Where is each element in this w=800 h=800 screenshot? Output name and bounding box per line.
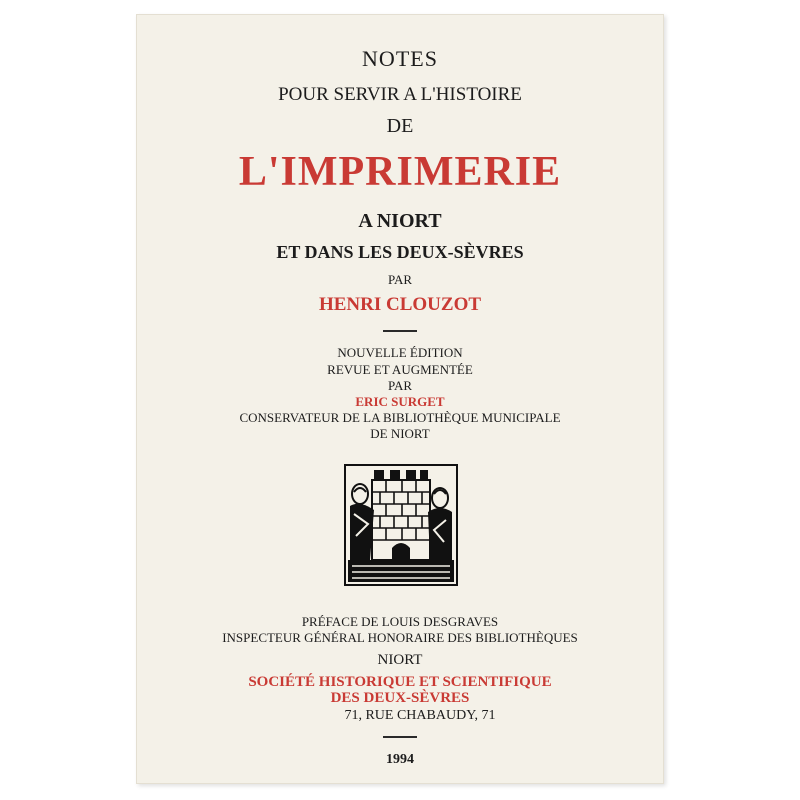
divider-rule [383,330,417,332]
publisher-city: NIORT [377,652,423,668]
publisher-address: 71, RUE CHABAUDY, 71 [344,708,496,723]
publication-year: 1994 [386,752,414,767]
editor-name: ERIC SURGET [355,394,445,409]
book-cover [136,14,664,784]
edition-line1: NOUVELLE ÉDITION [337,345,463,360]
author-name: HENRI CLOUZOT [318,294,482,315]
subtitle-niort: A NIORT [358,210,442,232]
heading-pour-servir: POUR SERVIR A L'HISTOIRE [278,84,522,105]
subtitle-deux-sevres: ET DANS LES DEUX-SÈVRES [276,242,524,262]
preface-line2: INSPECTEUR GÉNÉRAL HONORAIRE DES BIBLIOTHÈQUES [222,630,578,645]
book-title: L'IMPRIMERIE [238,149,562,195]
edition-by-label: PAR [387,378,413,393]
editor-role-line1: CONSERVATEUR DE LA BIBLIOTHÈQUE MUNICIPALE [239,410,561,425]
publisher-name-line2: DES DEUX-SÈVRES [330,690,470,706]
heading-de: DE [386,115,414,137]
editor-role-line2: DE NIORT [370,426,430,441]
heading-notes: NOTES [362,46,438,71]
castle-emblem-icon [344,464,458,586]
edition-line2: REVUE ET AUGMENTÉE [327,362,473,377]
by-label: PAR [387,272,413,287]
preface-line1: PRÉFACE DE LOUIS DESGRAVES [301,614,499,629]
publisher-name-line1: SOCIÉTÉ HISTORIQUE ET SCIENTIFIQUE [248,674,552,690]
bottom-divider-rule [383,736,417,738]
